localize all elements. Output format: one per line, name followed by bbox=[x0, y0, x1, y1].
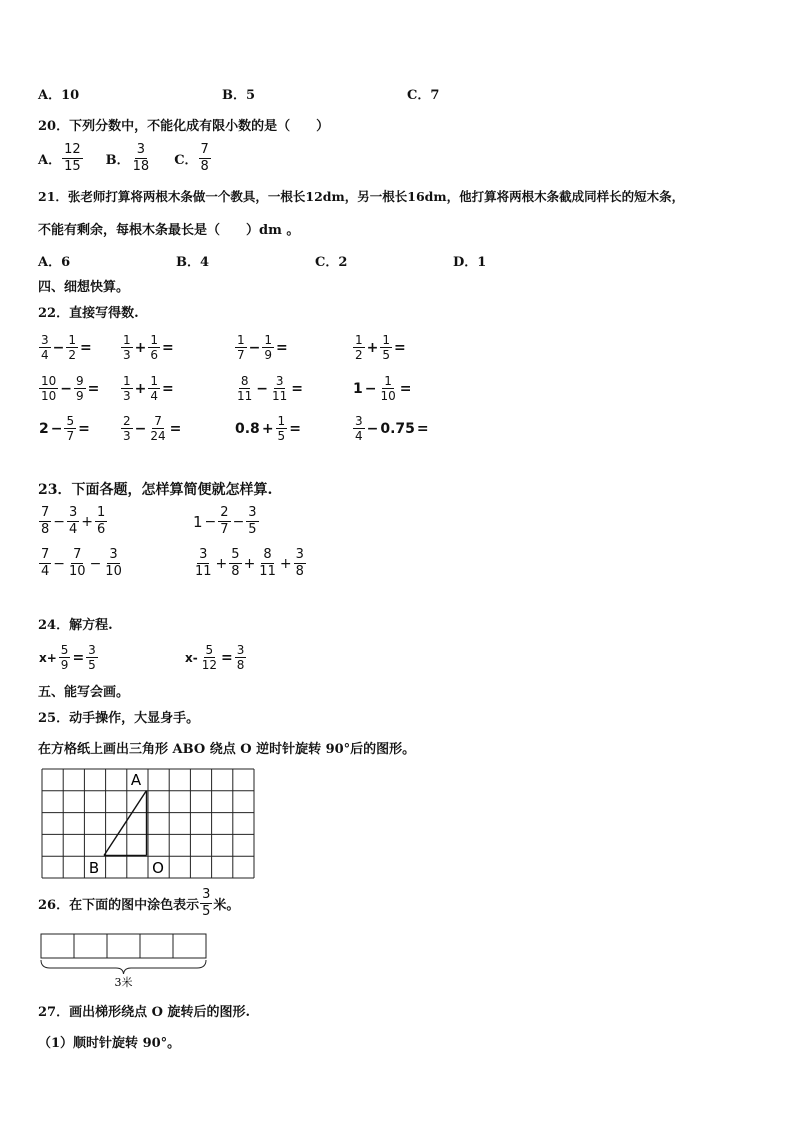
brace-label: 3米 bbox=[114, 976, 133, 989]
q22-stem: 22．直接写得数. bbox=[38, 306, 139, 321]
q24-eq1-equals: = bbox=[72, 649, 85, 666]
q24-eq1-frac-b: $\frac{3}{5}$ bbox=[88, 643, 96, 672]
q21-option-a: A．6 bbox=[38, 255, 71, 270]
q24-eq1-frac-a: $\frac{5}{9}$ bbox=[60, 643, 69, 672]
q22-item: $\frac{2}{3}$ − $\frac{7}{24}$ = bbox=[123, 414, 182, 443]
q22-item: 1 − $\frac{1}{10}$ = bbox=[353, 374, 412, 403]
q23-expression-3: $\frac{7}{4}$ − $\frac{7}{10}$ − $\frac{3}{10}$ bbox=[41, 547, 122, 579]
point-o-label: O bbox=[152, 859, 164, 877]
q20-option-b-label: B． bbox=[105, 153, 130, 168]
q22-item: $\frac{3}{4}$ − 0.75 = bbox=[355, 414, 429, 443]
q22-item: 2 − $\frac{5}{7}$ = bbox=[39, 414, 90, 443]
q25-task: 在方格纸上画出三角形 ABO 绕点 O 逆时针旋转 90°后的图形。 bbox=[38, 742, 416, 757]
q23-expression-4: $\frac{3}{11}$ + $\frac{5}{8}$ + $\frac{8}{11}$ + $\frac{3}{8}$ bbox=[195, 547, 304, 579]
q22-item: $\frac{1}{3}$ + $\frac{1}{6}$ = bbox=[123, 333, 174, 362]
q24-eq2-frac-b: $\frac{3}{8}$ bbox=[236, 643, 245, 672]
triangle-abo bbox=[104, 791, 147, 856]
q24-eq2-frac-a: $\frac{5}{12}$ bbox=[201, 643, 218, 672]
q20-option-b-fraction: $\frac{3}{18}$ bbox=[132, 142, 150, 174]
brace bbox=[41, 960, 206, 974]
q22-item: 0.8 + $\frac{1}{5}$ = bbox=[235, 414, 301, 443]
q27-stem: 27．画出梯形绕点 O 旋转后的图形. bbox=[38, 1005, 250, 1020]
q22-item: $\frac{1}{3}$ + $\frac{1}{4}$ = bbox=[123, 374, 174, 403]
q22-item: $\frac{10}{10}$ − $\frac{9}{9}$ = bbox=[41, 374, 100, 403]
q24-eq2-prefix: x- bbox=[185, 650, 198, 665]
q19-option-c: C．7 bbox=[407, 88, 440, 103]
q22-item: $\frac{8}{11}$ − $\frac{3}{11}$ = bbox=[237, 374, 304, 403]
q25-stem: 25．动手操作，大显身手。 bbox=[38, 711, 200, 726]
q26-stem bbox=[38, 887, 239, 920]
q20-option-c-label: C． bbox=[174, 153, 198, 168]
q25-square-grid bbox=[41, 768, 256, 881]
q26-unit: 米。 bbox=[213, 898, 240, 913]
q20-option-c-fraction: $\frac{7}{8}$ bbox=[200, 142, 209, 174]
q20-options bbox=[38, 142, 212, 175]
q21-option-b: B．4 bbox=[176, 255, 210, 270]
section-4-heading: 四、细想快算。 bbox=[38, 280, 130, 295]
q21-option-c: C．2 bbox=[315, 255, 348, 270]
q24-eq1-prefix: x+ bbox=[39, 650, 57, 665]
q21-line2: 不能有剩余，每根木条最长是（ ）dm 。 bbox=[38, 223, 300, 238]
q26-stem-text: 26．在下面的图中涂色表示 bbox=[38, 898, 200, 913]
q19-option-b: B．5 bbox=[222, 88, 256, 103]
q20-option-a-fraction: $\frac{12}{15}$ bbox=[64, 142, 81, 174]
q27-sub1: （1）顺时针旋转 90°。 bbox=[38, 1036, 181, 1051]
q23-expression-1: $\frac{7}{8}$ − $\frac{3}{4}$ + $\frac{1}{6}$ bbox=[41, 505, 106, 537]
q24-eq2-equals: = bbox=[221, 649, 233, 666]
q24-stem: 24．解方程. bbox=[38, 618, 113, 633]
q23-stem: 23．下面各题，怎样算简便就怎样算. bbox=[38, 482, 273, 498]
q21-option-d: D．1 bbox=[453, 255, 487, 270]
q22-item: $\frac{1}{2}$ + $\frac{1}{5}$ = bbox=[355, 333, 406, 362]
q19-option-a: A．10 bbox=[38, 88, 80, 103]
q20-option-a-label: A． bbox=[38, 153, 62, 168]
q24-equation-1 bbox=[38, 643, 99, 672]
q26-strip-diagram bbox=[38, 932, 210, 992]
section-5-heading: 五、能写会画。 bbox=[38, 685, 130, 700]
q22-item: $\frac{3}{4}$ − $\frac{1}{2}$ = bbox=[41, 333, 92, 362]
q20-stem: 20．下列分数中，不能化成有限小数的是（ ） bbox=[38, 119, 330, 134]
q24-equation-2 bbox=[184, 643, 247, 672]
q26-fraction: $\frac{3}{5}$ bbox=[202, 887, 211, 919]
q21-line1: 21．张老师打算将两根木条做一个教具，一根长12dm，另一根长16dm，他打算将两根木条截成同样长的短木条， bbox=[38, 189, 685, 204]
point-a-label: A bbox=[130, 771, 142, 789]
point-b-label: B bbox=[88, 859, 100, 877]
q22-item: $\frac{1}{7}$ − $\frac{1}{9}$ = bbox=[237, 333, 288, 362]
q23-expression-2: 1 − $\frac{2}{7}$ − $\frac{3}{5}$ bbox=[193, 505, 257, 537]
